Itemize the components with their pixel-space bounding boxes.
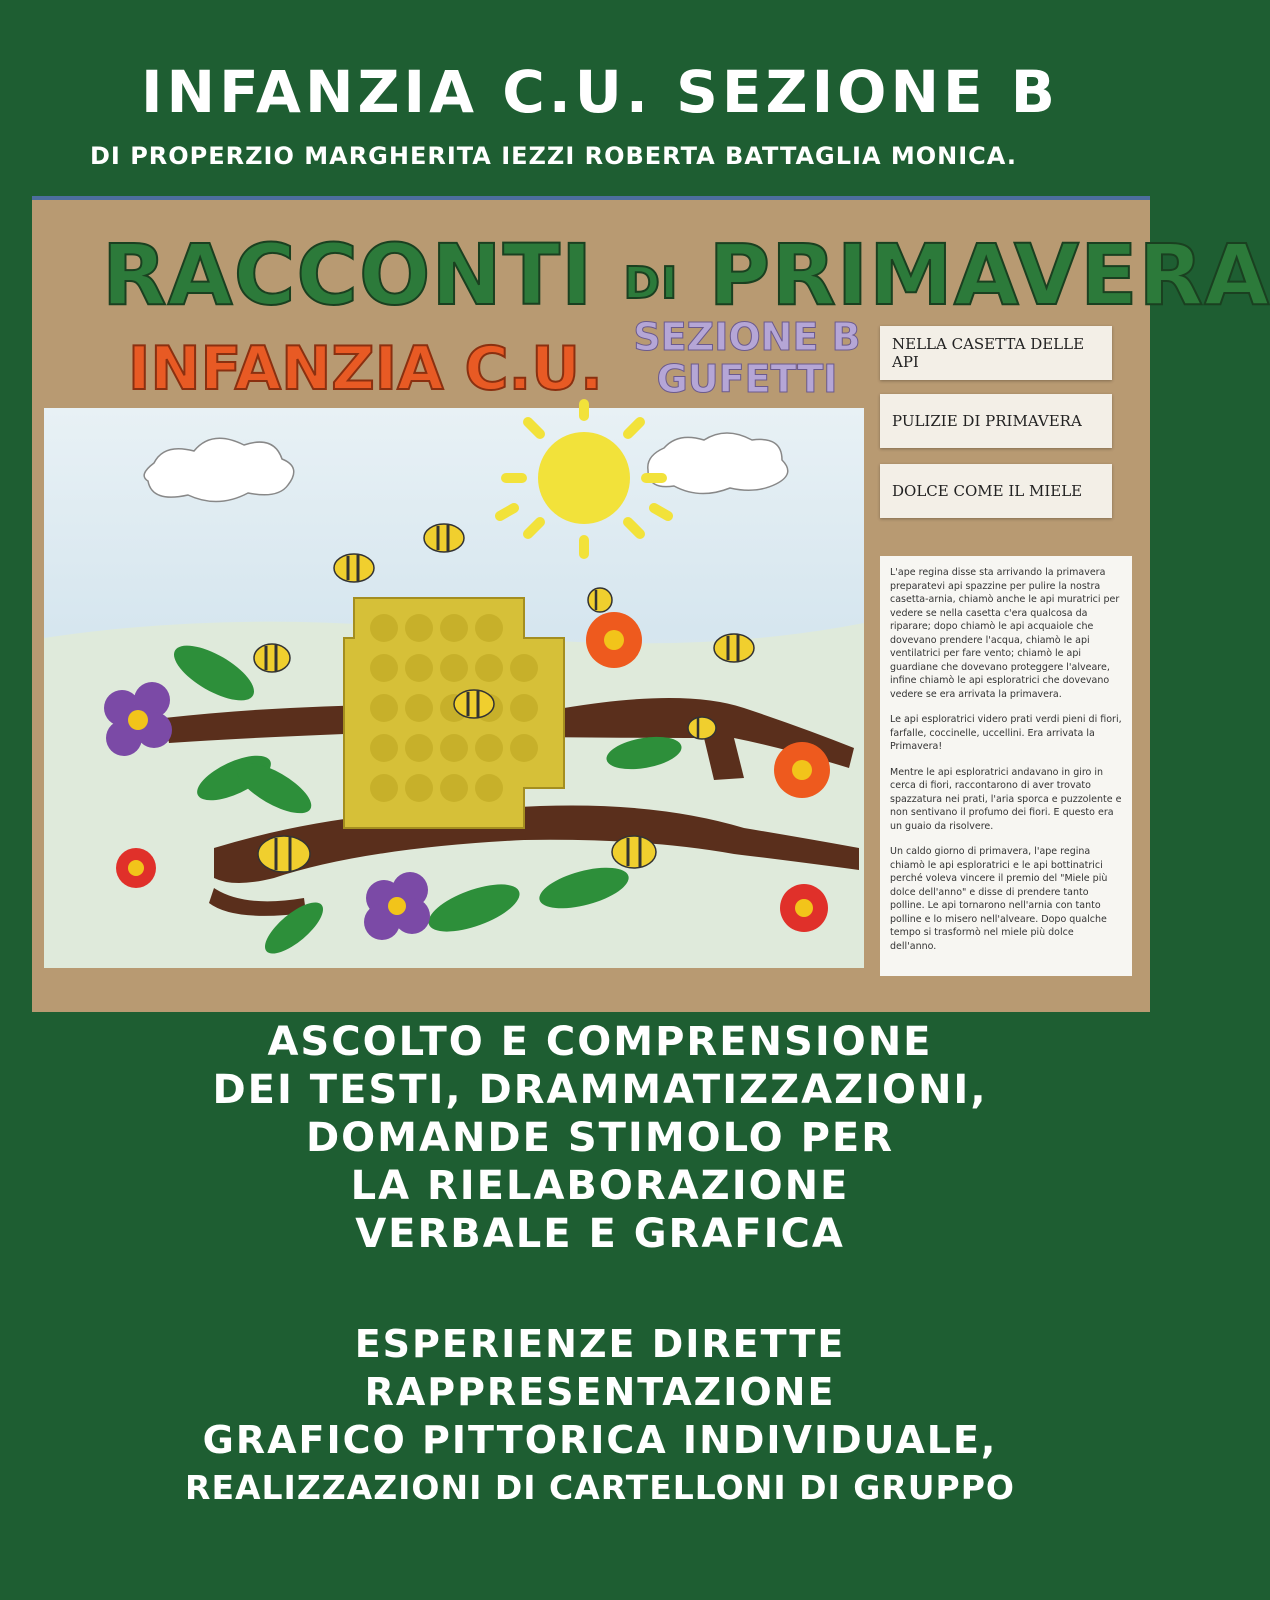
poster-title-part1: RACCONTI (102, 226, 594, 324)
poster-section (622, 316, 872, 400)
poster-title-part2: DI (623, 258, 679, 309)
children-drawing (44, 408, 864, 968)
bee-icon (588, 588, 612, 612)
activities-1-line: DEI TESTI, DRAMMATIZZAZIONI, (212, 1067, 988, 1113)
flower-red-left (116, 848, 156, 888)
activities-1-line: VERBALE E GRAFICA (355, 1211, 845, 1257)
cloud-right (648, 433, 788, 494)
activities-2-line: GRAFICO PITTORICA INDIVIDUALE, (202, 1418, 998, 1462)
story-paragraph-2: Le api esploratrici videro prati verdi pieni di fiori, farfalle, coccinelle, uccellini. Era arrivata la Primavera! (890, 714, 1122, 752)
story-paragraph-3: Mentre le api esploratrici andavano in giro in cerca di fiori, raccontarono di aver trovato spazzatura nei prati, l'aria sporca e puzzolente e non sentivano il profumo dei fiori. E questo era un guaio da risolvere. (890, 766, 1122, 832)
poster-title-part3: PRIMAVERA (708, 226, 1270, 324)
activities-2-line: RAPPRESENTAZIONE (364, 1370, 836, 1414)
activities-2-line: REALIZZAZIONI DI CARTELLONI DI GRUPPO (185, 1468, 1015, 1507)
page-subtitle: DI PROPERZIO MARGHERITA IEZZI ROBERTA BATTAGLIA MONICA. (90, 142, 1017, 170)
poster-photo (32, 196, 1270, 1012)
flower-purple-left (104, 682, 172, 756)
story-card-3: DOLCE COME IL MIELE (880, 464, 1112, 518)
story-card-1: NELLA CASETTA DELLE API (880, 326, 1112, 380)
activities-2-line: ESPERIENZE DIRETTE (354, 1322, 846, 1366)
story-card-2: PULIZIE DI PRIMAVERA (880, 394, 1112, 448)
bee-icon (334, 554, 374, 582)
bee-icon (424, 524, 464, 552)
poster-section-line2: GUFETTI (656, 357, 838, 401)
bee-icon (688, 717, 716, 739)
activities-block-2 (0, 1320, 1200, 1512)
poster-section-line1: SEZIONE B (633, 315, 861, 359)
sun-icon (500, 404, 668, 554)
activities-1-line: LA RIELABORAZIONE (350, 1163, 850, 1209)
story-text (880, 556, 1132, 976)
story-paragraph-4: Un caldo giorno di primavera, l'ape regina chiamò le api esploratrici e le api bottinatrici perché voleva vincere il premio del "Miele più dolce dell'anno" e disse di prendere tanto polline. Le api tornarono nell'arnia con tanto polline e lo misero nell'alveare. Dopo qualche tempo si trasformò nel miele più dolce dell'anno. (890, 846, 1108, 952)
poster-title (102, 226, 1270, 324)
bee-icon (612, 836, 656, 868)
bee-icon (714, 634, 754, 662)
bee-icon (254, 644, 290, 672)
bee-icon (454, 690, 494, 718)
activities-1-line: ASCOLTO E COMPRENSIONE (267, 1019, 933, 1065)
poster-school: INFANZIA C.U. (128, 334, 603, 404)
story-paragraph-1: L'ape regina disse sta arrivando la primavera preparatevi api spazzine per pulire la nostra casetta-arnia, chiamò anche le api muratrici per vedere se nella casetta c'era qualcosa da riparare; dopo chiamò le api acquaiole che dovevano prendere l'acqua, chiamò le api ventilatrici per fare vento; chiamò le api guardiane che dovevano proteggere l'alveare, infine chiamò le api esploratrici che dovevano vedere se era arrivata la primavera. (890, 567, 1120, 700)
cloud-left (144, 438, 294, 501)
drawing-illustration (44, 408, 864, 968)
flower-red-right (780, 884, 828, 932)
bee-icon (258, 836, 310, 872)
activities-1-line: DOMANDE STIMOLO PER (305, 1115, 895, 1161)
activities-block-1 (0, 1018, 1200, 1258)
page-title: INFANZIA C.U. SEZIONE B (140, 58, 1060, 126)
